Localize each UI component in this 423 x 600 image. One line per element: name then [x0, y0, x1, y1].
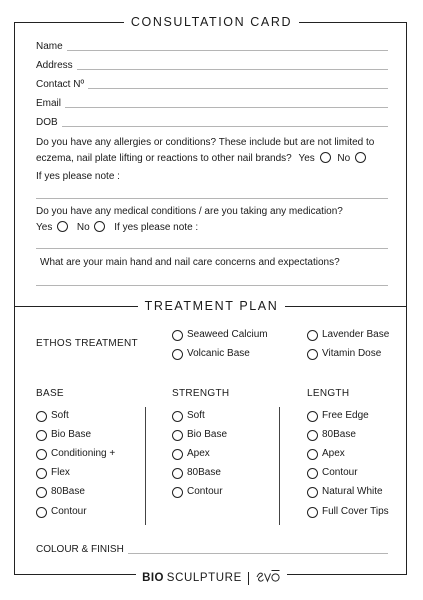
- strength-option-apex[interactable]: [172, 447, 210, 461]
- brand-divider: [248, 572, 249, 585]
- option-label: Lavender Base: [322, 329, 390, 340]
- strength-option-bio-base[interactable]: [172, 428, 227, 442]
- allergy-note-label: If yes please note :: [36, 171, 120, 182]
- base-option-bio-base[interactable]: [36, 428, 91, 442]
- radio-circle[interactable]: [307, 411, 318, 422]
- address-label: Address: [36, 60, 73, 71]
- medical-yes-radio[interactable]: [57, 221, 68, 232]
- length-option-apex[interactable]: [307, 447, 345, 461]
- dob-line: [62, 126, 388, 127]
- length-heading: LENGTH: [307, 388, 350, 399]
- allergy-question-line2: eczema, nail plate lifting or reactions to other nail brands?: [36, 153, 292, 164]
- allergy-question-line2-wrap: [36, 152, 368, 166]
- option-label: Seaweed Calcium: [187, 329, 268, 340]
- length-option-80base[interactable]: [307, 428, 356, 442]
- option-label: Bio Base: [187, 429, 228, 440]
- radio-circle[interactable]: [307, 430, 318, 441]
- contact-field[interactable]: [36, 78, 388, 92]
- radio-circle[interactable]: [172, 330, 183, 341]
- column-separator-1: [145, 407, 146, 525]
- option-label: Apex: [187, 448, 210, 459]
- name-line: [67, 50, 388, 51]
- radio-circle[interactable]: [172, 349, 183, 360]
- radio-circle[interactable]: [36, 507, 47, 518]
- base-option-soft[interactable]: [36, 409, 69, 423]
- treatment-title-wrap: [0, 299, 423, 313]
- medical-note-label: If yes please note :: [114, 222, 199, 233]
- radio-circle[interactable]: [307, 507, 318, 518]
- base-option-80base[interactable]: [36, 485, 85, 499]
- consultation-title-wrap: [0, 15, 423, 29]
- radio-circle[interactable]: [172, 449, 183, 460]
- name-label: Name: [36, 41, 63, 52]
- length-option-natural-white[interactable]: [307, 485, 383, 499]
- dob-field[interactable]: [36, 116, 388, 130]
- radio-circle[interactable]: [36, 449, 47, 460]
- option-label: Contour: [322, 467, 358, 478]
- option-label: Soft: [51, 410, 69, 421]
- ethos-option-volcanic[interactable]: [172, 347, 250, 361]
- concerns-line[interactable]: [36, 285, 388, 286]
- length-option-contour[interactable]: [307, 466, 358, 480]
- option-label: Soft: [187, 410, 205, 421]
- medical-no-label: No: [76, 222, 90, 233]
- medical-answer-row: [36, 221, 198, 235]
- medical-question: Do you have any medical conditions / are you taking any medication?: [36, 206, 343, 217]
- radio-circle[interactable]: [36, 468, 47, 479]
- email-label: Email: [36, 98, 62, 109]
- name-field[interactable]: [36, 40, 388, 54]
- strength-option-soft[interactable]: [172, 409, 205, 423]
- option-label: 80Base: [187, 467, 221, 478]
- address-field[interactable]: [36, 59, 388, 73]
- allergy-note-line[interactable]: [36, 198, 388, 199]
- radio-circle[interactable]: [36, 487, 47, 498]
- option-label: Apex: [322, 448, 345, 459]
- medical-no-radio[interactable]: [94, 221, 105, 232]
- allergy-no-radio[interactable]: [355, 152, 366, 163]
- colour-finish-label: COLOUR & FINISH: [36, 544, 124, 555]
- evo-logo-icon: [255, 568, 281, 588]
- medical-note-line[interactable]: [36, 248, 388, 249]
- colour-finish-field[interactable]: [36, 543, 388, 557]
- strength-heading: STRENGTH: [172, 388, 230, 399]
- consultation-title: CONSULTATION CARD: [124, 15, 299, 29]
- option-label: Contour: [51, 506, 87, 517]
- contact-line: [88, 88, 388, 89]
- allergy-no-label: No: [337, 153, 351, 164]
- brand-name-bold: BIO: [142, 572, 164, 584]
- base-option-conditioning[interactable]: [36, 447, 115, 461]
- radio-circle[interactable]: [172, 487, 183, 498]
- ethos-option-seaweed[interactable]: [172, 328, 268, 342]
- ethos-option-vitamin[interactable]: [307, 347, 381, 361]
- radio-circle[interactable]: [172, 411, 183, 422]
- strength-option-80base[interactable]: [172, 466, 221, 480]
- length-option-full-cover-tips[interactable]: [307, 505, 389, 519]
- dob-label: DOB: [36, 117, 58, 128]
- radio-circle[interactable]: [172, 468, 183, 479]
- option-label: 80Base: [322, 429, 356, 440]
- radio-circle[interactable]: [307, 449, 318, 460]
- option-label: 80Base: [51, 486, 85, 497]
- option-label: Bio Base: [51, 429, 92, 440]
- ethos-label: ETHOS TREATMENT: [36, 338, 138, 349]
- option-label: Free Edge: [322, 410, 369, 421]
- option-label: Natural White: [322, 486, 383, 497]
- medical-yes-label: Yes: [36, 222, 53, 233]
- base-option-contour[interactable]: [36, 505, 87, 519]
- allergy-question-line1: Do you have any allergies or conditions? These include but are not limited to: [36, 137, 375, 148]
- treatment-title: TREATMENT PLAN: [138, 299, 286, 313]
- radio-circle[interactable]: [172, 430, 183, 441]
- contact-label: Contact Nº: [36, 79, 85, 90]
- footer-brand: [0, 568, 423, 588]
- option-label: Conditioning +: [51, 448, 116, 459]
- colour-finish-line: [128, 553, 388, 554]
- option-label: Contour: [187, 486, 223, 497]
- allergy-yes-radio[interactable]: [320, 152, 331, 163]
- base-option-flex[interactable]: [36, 466, 70, 480]
- radio-circle[interactable]: [307, 349, 318, 360]
- radio-circle[interactable]: [307, 487, 318, 498]
- radio-circle[interactable]: [307, 468, 318, 479]
- address-line: [77, 69, 388, 70]
- brand-name-light: SCULPTURE: [166, 572, 242, 584]
- strength-option-contour[interactable]: [172, 485, 223, 499]
- option-label: Volcanic Base: [187, 348, 250, 359]
- option-label: Flex: [51, 467, 70, 478]
- email-line: [65, 107, 388, 108]
- base-heading: BASE: [36, 388, 64, 399]
- allergy-yes-label: Yes: [298, 153, 315, 164]
- ethos-option-lavender[interactable]: [307, 328, 389, 342]
- column-separator-2: [279, 407, 280, 525]
- option-label: Vitamin Dose: [322, 348, 382, 359]
- radio-circle[interactable]: [36, 411, 47, 422]
- footer-brand-inner: [136, 568, 287, 588]
- concerns-question: What are your main hand and nail care concerns and expectations?: [40, 257, 340, 268]
- length-option-free-edge[interactable]: [307, 409, 369, 423]
- option-label: Full Cover Tips: [322, 506, 389, 517]
- radio-circle[interactable]: [36, 430, 47, 441]
- email-field[interactable]: [36, 97, 388, 111]
- radio-circle[interactable]: [307, 330, 318, 341]
